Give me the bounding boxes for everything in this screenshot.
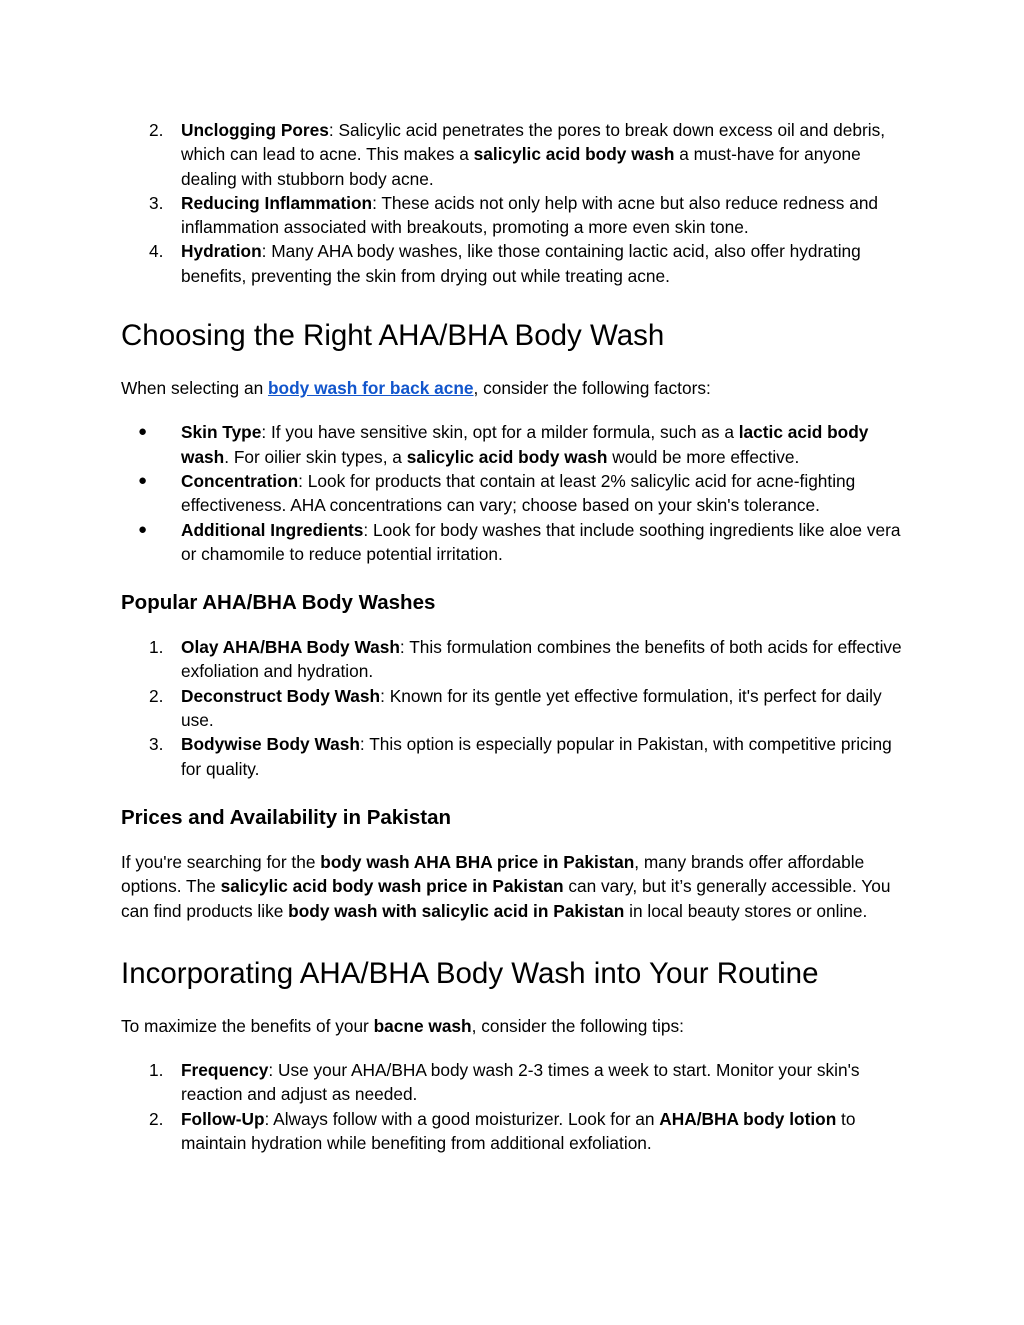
prices-paragraph	[121, 850, 906, 923]
item-title: Frequency	[181, 1060, 269, 1081]
item-bold: lactic acid body wash	[181, 422, 869, 467]
para-text: , many brands offer affordable options. The	[121, 851, 865, 897]
list-item	[121, 1058, 906, 1107]
item-title: Hydration	[181, 241, 262, 262]
list-item	[121, 518, 906, 567]
item-title: Bodywise Body Wash	[181, 734, 360, 755]
bullet-icon: ●	[138, 423, 148, 441]
item-title: Additional Ingredients	[181, 519, 364, 540]
item-title: Follow-Up	[181, 1108, 265, 1129]
item-text: : If you have sensitive skin, opt for a milder formula, such as a	[261, 422, 739, 443]
item-title: Olay AHA/BHA Body Wash	[181, 637, 400, 658]
intro-text: , consider the following factors:	[473, 378, 711, 399]
list-item	[121, 118, 906, 191]
list-number: 2.	[149, 120, 164, 140]
item-text: : Many AHA body washes, like those containing lactic acid, also offer hydrating benefits, preventing the skin from drying out while treating acne.	[181, 241, 861, 286]
item-text: : Salicylic acid penetrates the pores to break down excess oil and debris, which can lead to acne. This makes a	[181, 120, 886, 165]
routine-intro	[121, 1014, 906, 1038]
list-item	[121, 239, 906, 288]
list-number: 4.	[149, 241, 164, 262]
document-page	[121, 118, 906, 1155]
section-heading-routine: Incorporating AHA/BHA Body Wash into Your Routine	[121, 956, 819, 990]
list-number: 1.	[149, 637, 164, 658]
item-title: Concentration	[181, 470, 299, 491]
item-bold: AHA/BHA body lotion	[659, 1108, 837, 1129]
list-number: 2.	[149, 1108, 164, 1129]
item-text: : Use your AHA/BHA body wash 2-3 times a week to start. Monitor your skin's reaction and adjust as needed.	[181, 1060, 860, 1105]
section-heading-prices: Prices and Availability in Pakistan	[121, 805, 452, 829]
list-item	[121, 191, 906, 240]
list-number: 1.	[149, 1060, 164, 1081]
item-text: : Known for its gentle yet effective formulation, it's perfect for daily use.	[181, 685, 882, 731]
item-bold: salicylic acid body wash	[406, 446, 608, 467]
item-text: would be more effective.	[607, 446, 800, 467]
item-text: . For oilier skin types, a	[224, 446, 407, 467]
para-bold: body wash with salicylic acid in Pakistan	[288, 900, 625, 921]
intro-text: To maximize the benefits of your	[121, 1015, 374, 1036]
list-number: 2.	[149, 685, 164, 706]
list-item	[121, 684, 906, 733]
item-title: Skin Type	[181, 422, 262, 443]
intro-bold: bacne wash	[373, 1015, 472, 1036]
item-text: : This option is especially popular in Pakistan, with competitive pricing for quality.	[181, 734, 892, 779]
item-text: a must-have for anyone dealing with stubborn body acne.	[181, 144, 861, 189]
list-number: 3.	[149, 734, 164, 755]
item-title: Deconstruct Body Wash	[181, 685, 381, 706]
intro-text: When selecting an	[121, 378, 268, 399]
routine-list	[121, 1058, 906, 1155]
factors-list	[121, 420, 906, 566]
bullet-icon: ●	[138, 471, 148, 489]
section-heading-choosing: Choosing the Right AHA/BHA Body Wash	[121, 319, 665, 353]
item-text: to maintain hydration while benefiting from additional exfoliation.	[181, 1108, 856, 1154]
list-item	[121, 732, 906, 781]
item-text: : This formulation combines the benefits of both acids for effective exfoliation and hydration.	[181, 637, 902, 682]
list-number: 3.	[149, 192, 164, 213]
item-text: : Look for body washes that include soothing ingredients like aloe vera or chamomile to reduce potential irritation.	[181, 519, 901, 564]
list-item	[121, 469, 906, 518]
section-heading-popular: Popular AHA/BHA Body Washes	[121, 591, 436, 615]
list-item	[121, 1107, 906, 1156]
para-text: in local beauty stores or online.	[624, 900, 868, 921]
list-item	[121, 420, 906, 469]
item-text: : Always follow with a good moisturizer. Look for an	[264, 1108, 660, 1129]
para-text: If you're searching for the	[121, 851, 321, 872]
para-text: can vary, but it’s generally accessible. You can find products like	[121, 876, 891, 921]
bullet-icon: ●	[138, 520, 148, 538]
item-text: : Look for products that contain at least 2% salicylic acid for acne-fighting effectiveness. AHA concentrations can vary; choose based on your skin's tolerance.	[181, 470, 856, 516]
popular-list	[121, 635, 906, 781]
intro-text: , consider the following tips:	[471, 1015, 684, 1036]
item-bold: salicylic acid body wash	[473, 144, 675, 165]
para-bold: salicylic acid body wash price in Pakistan	[220, 876, 564, 897]
item-text: : These acids not only help with acne but also reduce redness and inflammation associated with breakouts, promoting a more even skin tone.	[181, 192, 879, 238]
item-title: Reducing Inflammation	[181, 192, 373, 213]
list-item	[121, 635, 906, 684]
item-title: Unclogging Pores	[181, 120, 329, 140]
para-bold: body wash AHA BHA price in Pakistan	[320, 851, 635, 872]
choosing-intro	[121, 376, 906, 400]
benefits-list	[121, 118, 906, 288]
body-wash-back-acne-link[interactable]: body wash for back acne	[267, 378, 474, 399]
